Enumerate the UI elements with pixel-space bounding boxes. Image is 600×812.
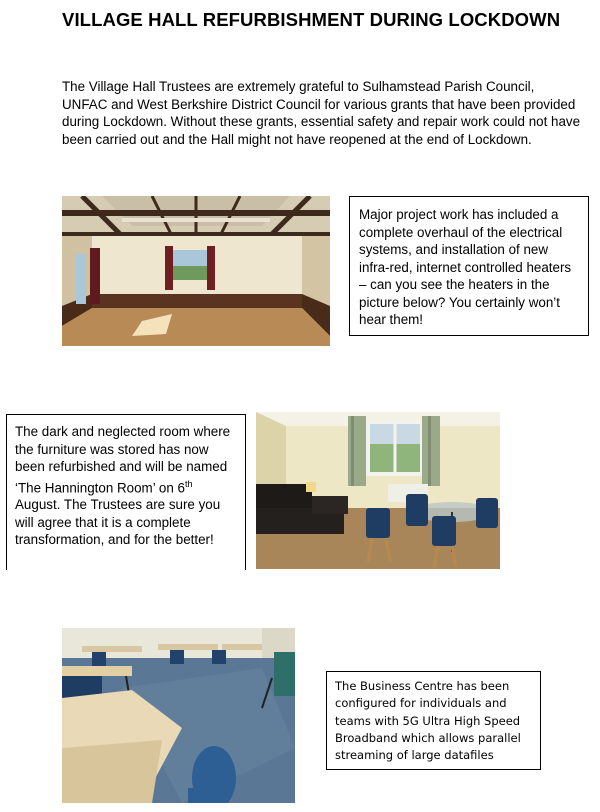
- business-centre-textbox: The Business Centre has been configured for individuals and teams with 5G Ultra High Speed Broadband which allows parallel streaming of large datafiles: [326, 671, 541, 770]
- hannington-text-after: August. The Trustees are sure you will agree that it is a complete transformation, and for the better!: [15, 497, 221, 548]
- main-hall-photo: [62, 196, 330, 346]
- business-centre-photo: [62, 628, 295, 803]
- page-title: VILLAGE HALL REFURBISHMENT DURING LOCKDOWN: [62, 9, 561, 30]
- hannington-text-before: The dark and neglected room where the furniture was stored has now been refurbished and will be named ‘The Hannington Room’ on 6: [15, 424, 231, 495]
- ordinal-suffix: th: [184, 478, 193, 489]
- intro-paragraph: The Village Hall Trustees are extremely grateful to Sulhamstead Parish Council, UNFAC and West Berkshire District Council for various grants that have been provided during Lockdown. Without these grants, essential safety and repair work could not have been carried out and the Hall might not have reopened at the end of Lockdown.: [62, 79, 581, 147]
- hannington-room-textbox: [6, 414, 246, 570]
- hannington-room-photo: [256, 412, 500, 569]
- project-work-textbox: Major project work has included a complete overhaul of the electrical systems, and installation of new infra-red, internet controlled heaters – can you see the heaters in the picture below? You certainly won’t hear them!: [349, 196, 589, 336]
